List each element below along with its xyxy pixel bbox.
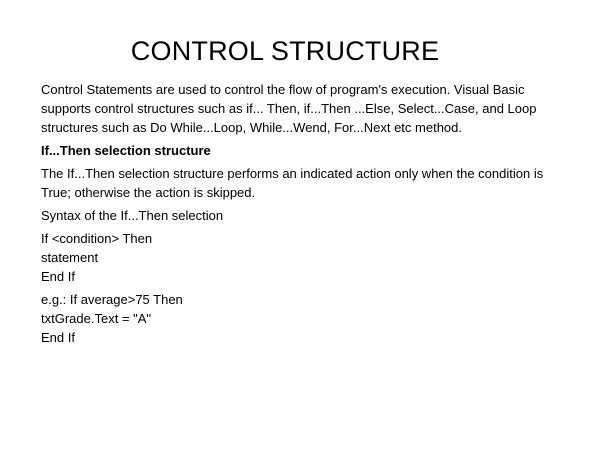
syntax-label: Syntax of the If...Then selection	[41, 208, 224, 223]
example-line: txtGrade.Text = "A"	[41, 311, 152, 326]
syntax-block	[41, 229, 561, 286]
example-block	[41, 290, 561, 347]
syntax-line: statement	[41, 250, 99, 265]
subheading: If...Then selection structure	[41, 143, 211, 158]
syntax-line: End If	[41, 269, 75, 284]
slide-title: CONTROL STRUCTURE	[130, 36, 440, 66]
description-paragraph: The If...Then selection structure performs an indicated action only when the condition is True; otherwise the action is skipped.	[41, 166, 544, 200]
slide-body	[41, 80, 561, 351]
example-line: End If	[41, 330, 75, 345]
intro-paragraph: Control Statements are used to control the flow of program's execution. Visual Basic supports control structures such as if... Then, if...Then ...Else, Select...Case, and Loop structures such as Do While...Loop, While...Wend, For...Next etc method.	[41, 82, 537, 135]
syntax-line: If <condition> Then	[41, 231, 153, 246]
example-line: e.g.: If average>75 Then	[41, 292, 183, 307]
